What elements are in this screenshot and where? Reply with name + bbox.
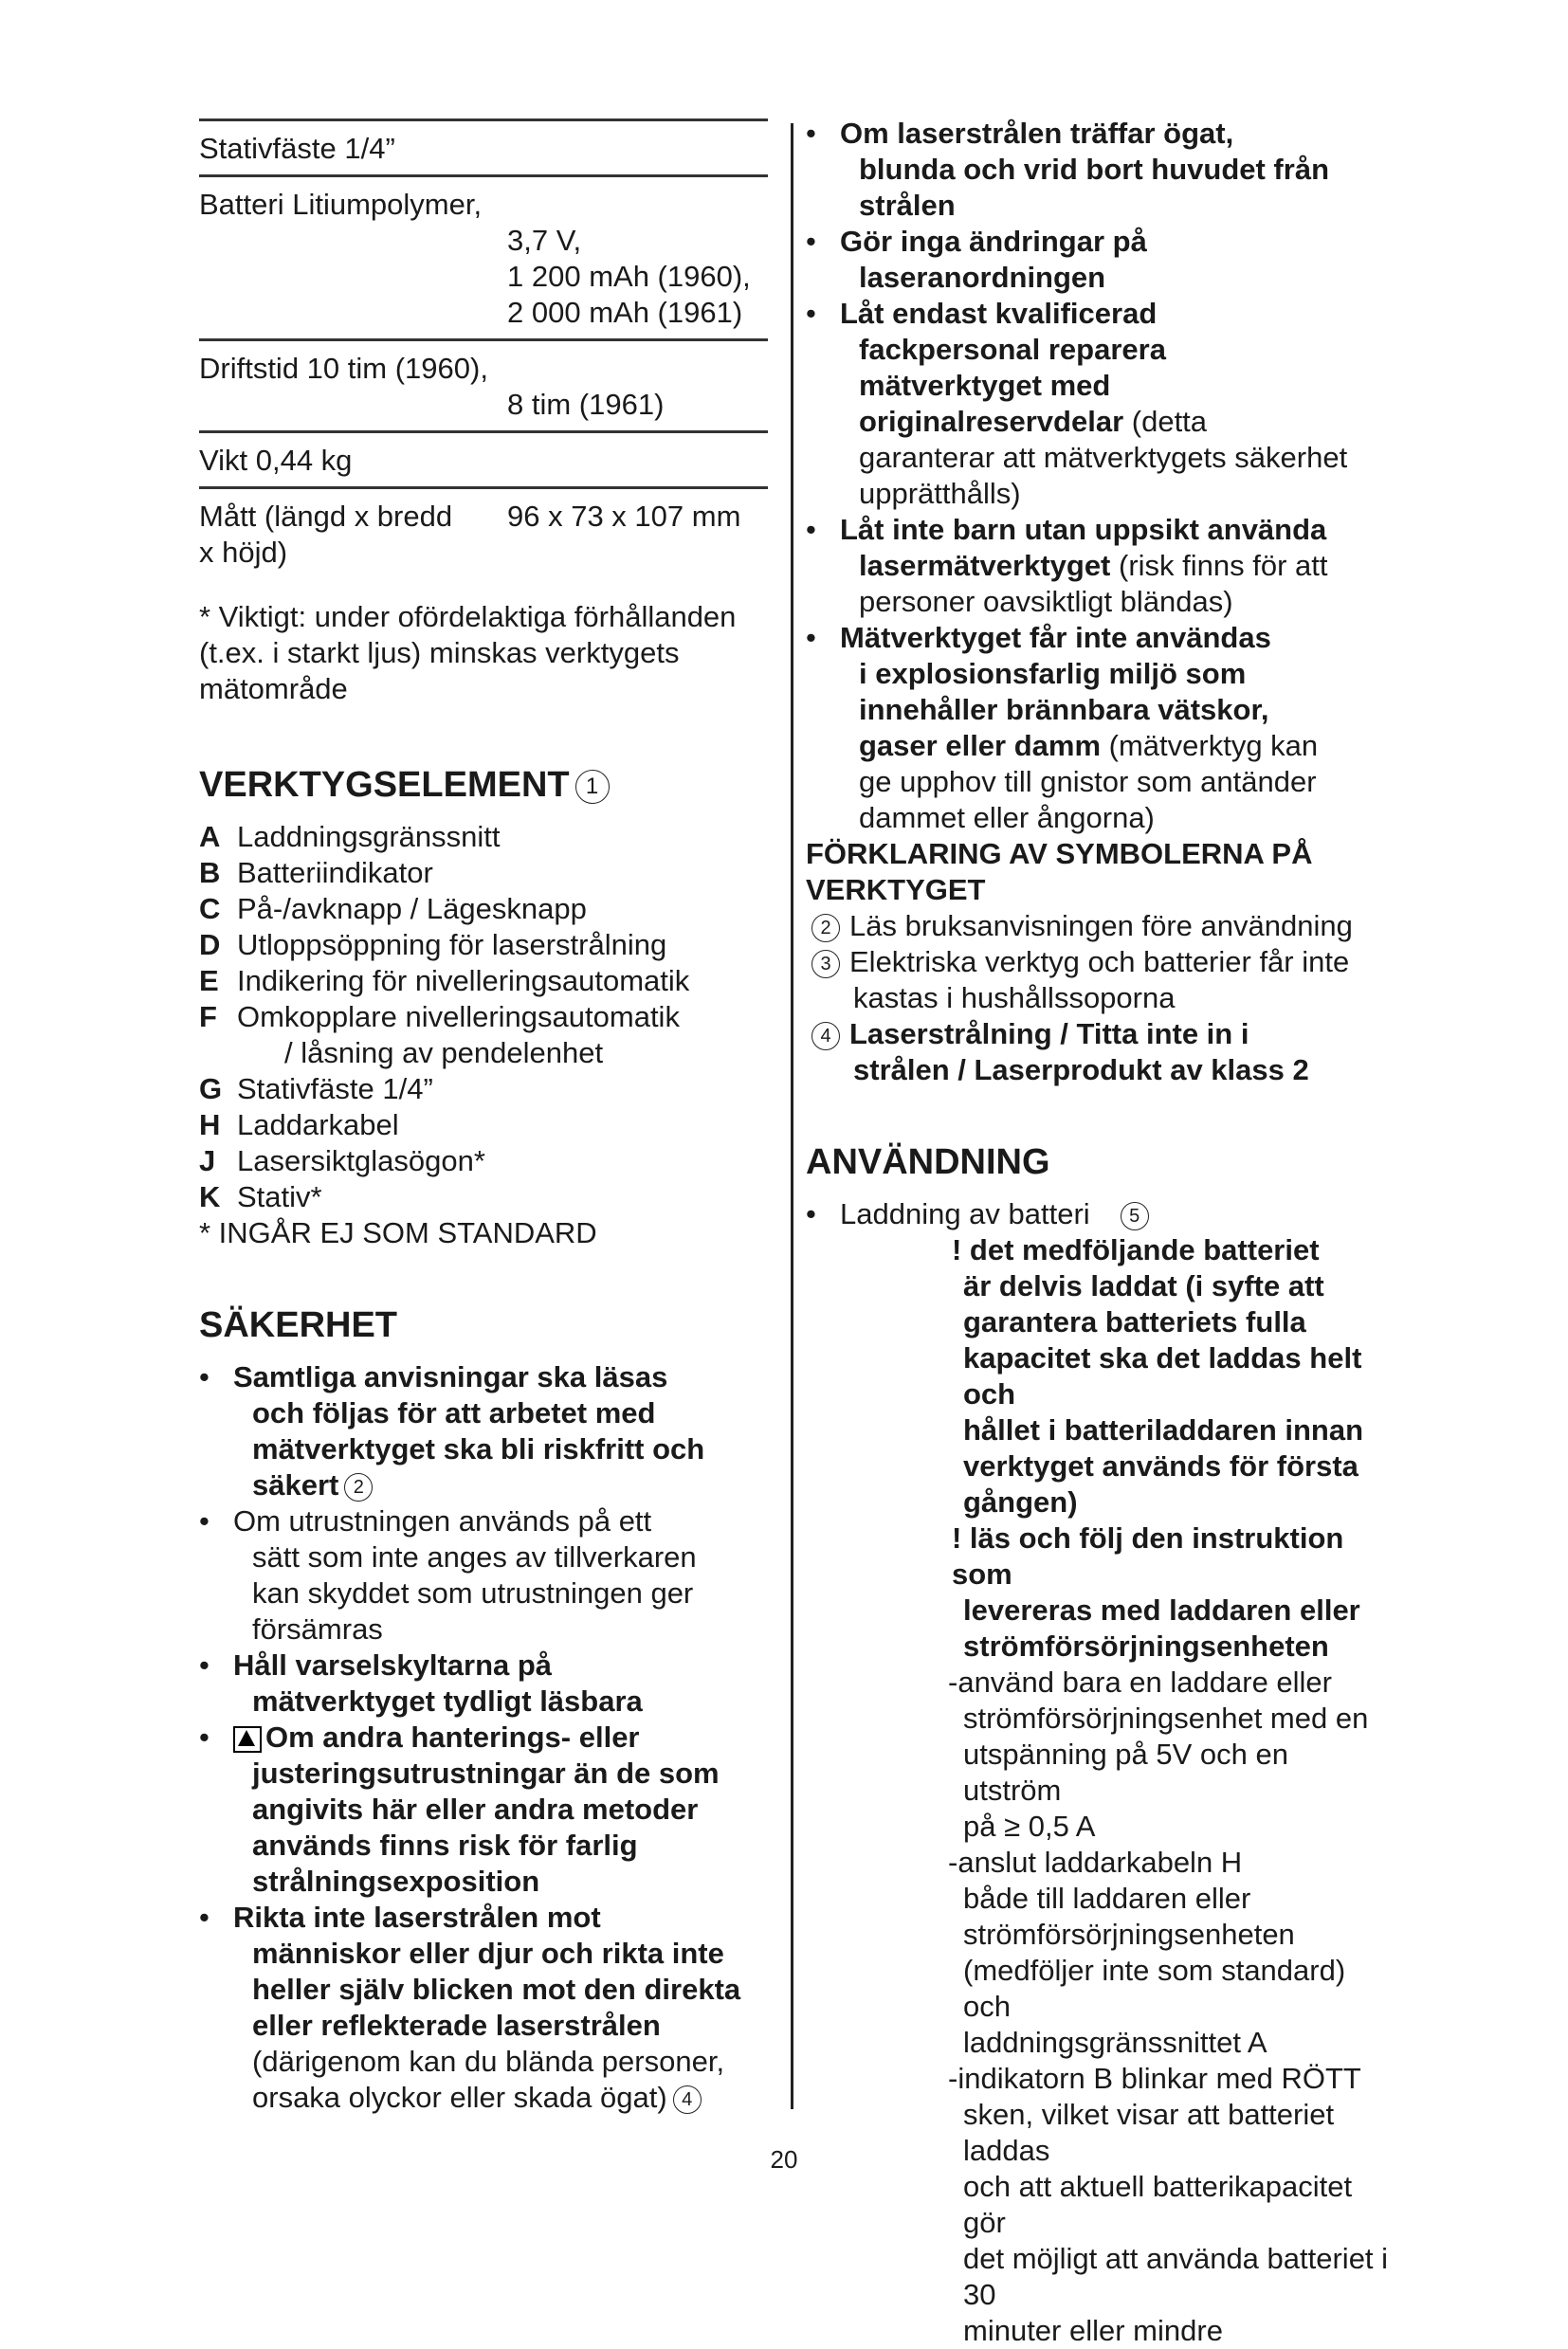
line: (därigenom kan du blända personer, (252, 2045, 725, 2078)
line: laddningsgränssnittet A (963, 2026, 1267, 2059)
line: (detta (1131, 405, 1208, 438)
safety-bullet: • Låt inte barn utan uppsikt använda lasermätverktyget (risk finns för att personer oavsiktligt bländas) (806, 513, 1328, 618)
line: Läs bruksanvisningen före användning (849, 909, 1353, 942)
list-item (199, 999, 768, 1035)
line: kapacitet ska det laddas helt och (963, 1341, 1362, 1411)
line: Om laserstrålen träffar ögat, (840, 117, 1234, 150)
line: personer oavsiktligt bländas) (859, 585, 1233, 618)
spec-dimensions-label: Mått (längd x bredd (199, 500, 453, 533)
symbol-item (806, 944, 1394, 1016)
symbol-item (806, 1016, 1394, 1088)
line: och följas för att arbetet med (252, 1396, 656, 1429)
line: på ≥ 0,5 A (963, 1810, 1096, 1843)
line: (mätverktyg kan (1108, 729, 1319, 762)
list-item (199, 891, 768, 927)
column-divider (791, 123, 793, 2109)
item-text: Laddarkabel (237, 1108, 399, 1141)
list-item (199, 927, 768, 963)
line: originalreservdelar (859, 405, 1124, 438)
list-item (199, 855, 768, 891)
line: orsaka olyckor eller skada ögat) (252, 2081, 667, 2114)
spec-battery-capacity-1961: 2 000 mAh (1961) (507, 296, 743, 329)
line: strålningsexposition (252, 1865, 540, 1898)
line: Laddning av batteri (840, 1197, 1090, 1230)
safety-bullet: • Om andra hanterings- eller justeringsutrustningar än de som angivits här eller andra metoder används finns risk för farlig strålningsexposition (199, 1721, 720, 1898)
safety-section-heading (199, 1304, 768, 1346)
line: i explosionsfarlig miljö som (859, 657, 1247, 690)
item-text: Stativ* (237, 1180, 322, 1213)
spec-dimensions-label-cont: x höjd) (199, 536, 288, 569)
line: Elektriska verktyg och batterier får inte (849, 945, 1350, 978)
item-key: G (199, 1072, 223, 1105)
line: justeringsutrustningar än de som (252, 1757, 720, 1790)
line: strömförsörjningsenheten (963, 1630, 1329, 1663)
line: levereras med laddaren eller (963, 1593, 1360, 1627)
line: kan skyddet som utrustningen ger (252, 1576, 694, 1610)
item-text: Utloppsöppning för laserstrålning (237, 928, 667, 961)
line: ! läs och följ den instruktion som (952, 1521, 1344, 1591)
line: människor eller djur och rikta inte (252, 1937, 724, 1970)
line: Rikta inte laserstrålen mot (233, 1901, 601, 1934)
line: -indikatorn B blinkar med RÖTT (948, 2062, 1361, 2095)
line: garantera batteriets fulla (963, 1305, 1306, 1338)
line: Om utrustningen används på ett (233, 1504, 652, 1538)
safety-bullet: • Samtliga anvisningar ska läsas och följas för att arbetet med mätverktyget ska bli riskfritt och säkert 2 (199, 1360, 705, 1502)
line: Låt inte barn utan uppsikt använda (840, 513, 1327, 546)
line: VERKTYGET (806, 873, 986, 906)
line: laseranordningen (859, 261, 1106, 294)
item-text: Laddningsgränssnitt (237, 820, 501, 853)
line: försämras (252, 1612, 383, 1646)
line: FÖRKLARING AV SYMBOLERNA PÅ (806, 837, 1313, 870)
line: (risk finns för att (1119, 549, 1328, 582)
symbol-item (806, 908, 1394, 944)
figure-ref-icon: 2 (811, 914, 840, 942)
item-key: B (199, 856, 221, 889)
list-item (199, 1071, 768, 1107)
line: Om andra hanterings- eller (265, 1721, 640, 1754)
elements-heading: VERKTYGSELEMENT (199, 765, 570, 805)
usage-details (806, 1232, 1394, 2349)
line: verktyget används för första (963, 1449, 1358, 1483)
safety-heading: SÄKERHET (199, 1305, 398, 1345)
usage-bullet: • Laddning av batteri 5 (806, 1196, 1394, 1232)
item-text-cont: / låsning av pendelenhet (284, 1036, 604, 1069)
item-key: H (199, 1108, 221, 1141)
spec-row (199, 118, 768, 174)
elements-list (199, 819, 768, 1251)
line: -anslut laddarkabeln H (948, 1846, 1243, 1879)
list-item (199, 1107, 768, 1143)
line: är delvis laddat (i syfte att (963, 1269, 1324, 1302)
item-text: Lasersiktglasögon* (237, 1144, 485, 1177)
item-key: D (199, 928, 221, 961)
safety-bullet: • Gör inga ändringar på laseranordningen (806, 224, 1394, 296)
usage-heading: ANVÄNDNING (806, 1142, 1050, 1182)
figure-ref-icon: 2 (344, 1473, 373, 1502)
figure-ref-icon: 5 (1121, 1202, 1149, 1230)
usage-section-heading (806, 1141, 1394, 1183)
line: -använd bara en laddare eller (948, 1666, 1332, 1699)
line: ! det medföljande batteriet (952, 1233, 1320, 1266)
line: sätt som inte anges av tillverkaren (252, 1540, 697, 1574)
line: Låt endast kvalificerad (840, 297, 1158, 330)
line: blunda och vrid bort huvudet från (859, 153, 1329, 186)
item-key: C (199, 892, 221, 925)
item-key: F (199, 1000, 217, 1033)
line: mätverktyget ska bli riskfritt och (252, 1432, 705, 1466)
list-item (199, 1143, 768, 1179)
item-key: E (199, 964, 219, 997)
line: Håll varselskyltarna på (233, 1648, 553, 1682)
line: upprätthålls) (859, 477, 1021, 510)
spec-dimensions-value: 96 x 73 x 107 mm (507, 500, 741, 533)
line: Laserstrålning / Titta inte in i (849, 1017, 1249, 1050)
item-text: Indikering för nivelleringsautomatik (237, 964, 690, 997)
line: gången) (963, 1485, 1078, 1519)
figure-ref-icon: 4 (673, 2085, 702, 2114)
line: heller själv blicken mot den direkta (252, 1973, 741, 2006)
figure-ref-icon: 4 (811, 1022, 840, 1050)
safety-bullet: • Mätverktyget får inte användas i explosionsfarlig miljö som innehåller brännbara vätskor, gaser eller damm (mätverktyg kan ge upphov till gnistor som antänder dammet eller ångorna) (806, 621, 1319, 834)
safety-bullet: • Låt endast kvalificerad fackpersonal reparera mätverktyget med originalreservdelar (detta garanterar att mätverktygets säkerhet upprätthålls) (806, 297, 1348, 510)
line: Mätverktyget får inte användas (840, 621, 1271, 654)
line: mätverktyget tydligt läsbara (252, 1684, 643, 1718)
line: strålen / Laserprodukt av klass 2 (853, 1053, 1309, 1086)
spec-runtime-1961: 8 tim (1961) (507, 388, 665, 421)
item-key: A (199, 820, 221, 853)
spec-battery-voltage: 3,7 V, (507, 224, 582, 257)
range-note: * Viktigt: under ofördelaktiga förhållanden (t.ex. i starkt ljus) minskas verktygets mätområde (199, 600, 737, 705)
line: det möjligt att använda batteriet i 30 (963, 2242, 1389, 2311)
line: dammet eller ångorna) (859, 801, 1155, 834)
spec-row (199, 430, 768, 486)
line: innehåller brännbara vätskor, (859, 693, 1269, 726)
line: säkert (252, 1468, 339, 1502)
spec-battery-label: Batteri Litiumpolymer, (199, 188, 483, 221)
item-key: J (199, 1144, 216, 1177)
item-text: Stativfäste 1/4” (237, 1072, 433, 1105)
line: utspänning på 5V och en utström (963, 1738, 1288, 1807)
line: gaser eller damm (859, 729, 1102, 762)
figure-ref-icon: 3 (811, 950, 840, 978)
line: mätverktyget med (859, 369, 1111, 402)
safety-bullet: • Om utrustningen används på ett sätt som inte anges av tillverkaren kan skyddet som utrustningen ger försämras (199, 1504, 697, 1646)
line: kastas i hushållssoporna (853, 981, 1176, 1014)
line: angivits här eller andra metoder (252, 1793, 699, 1826)
item-text: Omkopplare nivelleringsautomatik (237, 1000, 680, 1033)
spec-weight: Vikt 0,44 kg (199, 444, 353, 477)
spec-row (199, 486, 768, 578)
item-text: På-/avknapp / Lägesknapp (237, 892, 587, 925)
left-column (199, 118, 768, 2116)
figure-ref-icon: 1 (575, 770, 610, 804)
spec-runtime-label: Driftstid 10 tim (1960), (199, 352, 488, 385)
spec-row (199, 338, 768, 430)
line: eller reflekterade laserstrålen (252, 2009, 661, 2042)
line: Samtliga anvisningar ska läsas (233, 1360, 668, 1393)
spec-row (199, 174, 768, 338)
spec-battery-capacity-1960: 1 200 mAh (1960), (507, 260, 751, 293)
line: strömförsörjningsenheten (963, 1918, 1295, 1951)
line: hållet i batteriladdaren innan (963, 1413, 1364, 1447)
line: används finns risk för farlig (252, 1829, 638, 1862)
safety-bullet: • Om laserstrålen träffar ögat, blunda och vrid bort huvudet från strålen (806, 117, 1329, 222)
laser-warning-icon (233, 1726, 262, 1753)
safety-bullet: • Håll varselskyltarna på mätverktyget tydligt läsbara (199, 1648, 768, 1720)
line: minuter eller mindre (963, 2314, 1223, 2347)
elements-section-heading (199, 764, 768, 806)
line: fackpersonal reparera (859, 333, 1166, 366)
right-column (806, 116, 1394, 2349)
line: garanterar att mätverktygets säkerhet (859, 441, 1348, 474)
line: både till laddaren eller (963, 1882, 1251, 1915)
list-item (199, 819, 768, 855)
spec-mount: Stativfäste 1/4” (199, 132, 395, 165)
list-item (199, 963, 768, 999)
list-item (199, 1179, 768, 1215)
line: Gör inga ändringar på (840, 225, 1147, 258)
safety-bullet: • Rikta inte laserstrålen mot människor eller djur och rikta inte heller själv blicken mot den direkta eller reflekterade laserstrålen (därigenom kan du blända personer, orsaka olyckor eller skada ögat) 4 (199, 1901, 741, 2114)
line: strömförsörjningsenhet med en (963, 1702, 1369, 1735)
page-number: 20 (770, 2145, 798, 2174)
line: sken, vilket visar att batteriet laddas (963, 2098, 1335, 2167)
line: strålen (859, 189, 956, 222)
line: ge upphov till gnistor som antänder (859, 765, 1317, 798)
line: (medföljer inte som standard) och (963, 1954, 1346, 2023)
elements-footnote: * INGÅR EJ SOM STANDARD (199, 1216, 597, 1249)
item-key: K (199, 1180, 221, 1213)
symbols-heading (806, 836, 1394, 908)
line: lasermätverktyget (859, 549, 1111, 582)
line: och att aktuell batterikapacitet gör (963, 2170, 1353, 2239)
item-text: Batteriindikator (237, 856, 433, 889)
